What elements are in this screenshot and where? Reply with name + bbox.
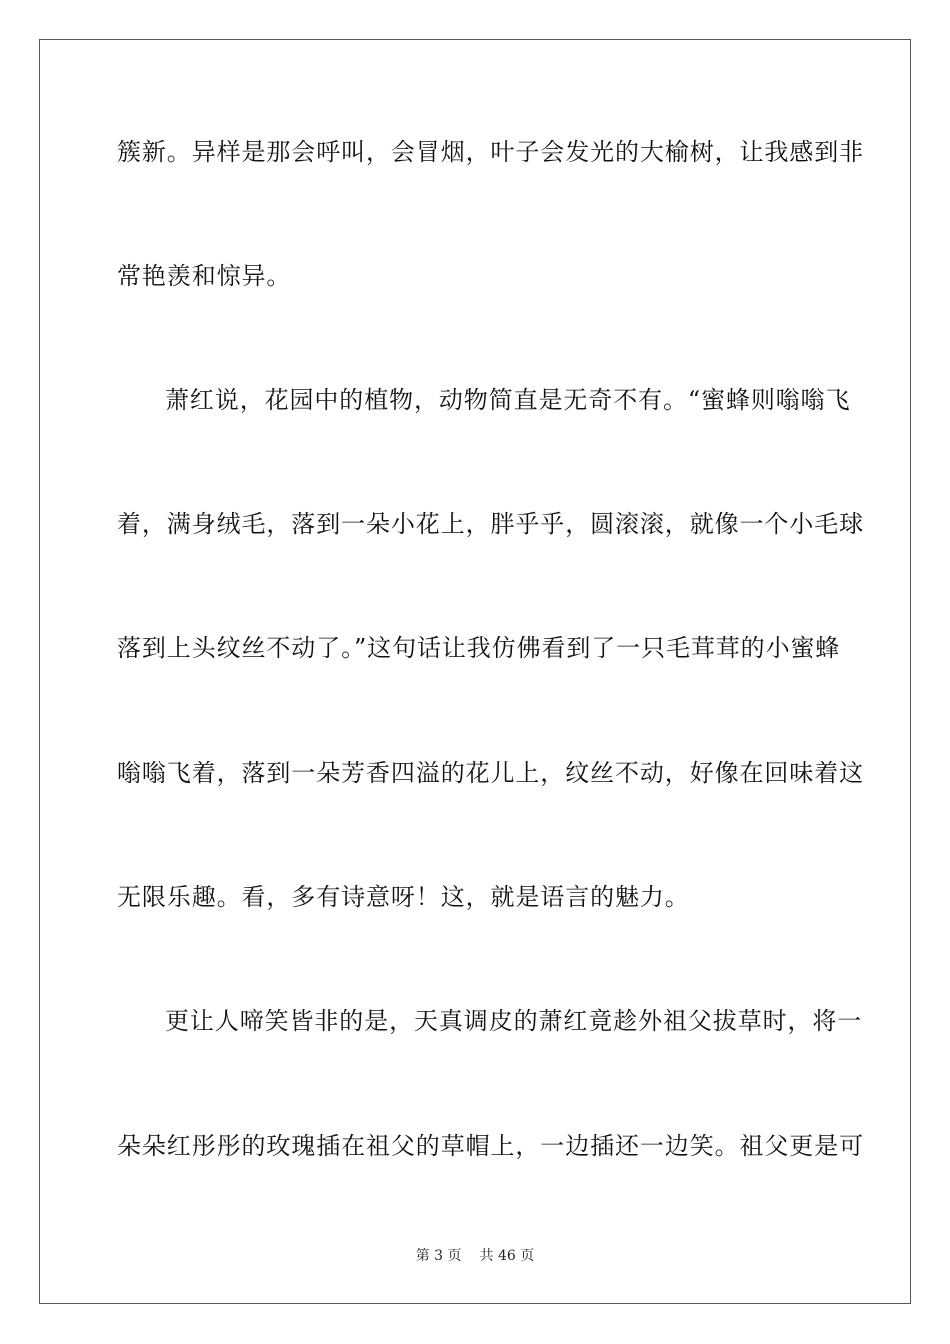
page-footer [0, 1246, 950, 1266]
page-number: 第 3 页 [415, 1248, 462, 1264]
page-total: 共 46 页 [479, 1248, 535, 1264]
body-line-2: 常艳羡和惊异。 [117, 262, 292, 290]
body-line-4: 着，满身绒毛，落到一朵小花上，胖乎乎，圆滚滚，就像一个小毛球 [117, 510, 864, 538]
body-line-3: 萧红说，花园中的植物，动物简直是无奇不有。“蜜蜂则嗡嗡飞 [165, 386, 851, 414]
body-line-5: 落到上头纹丝不动了。”这句话让我仿佛看到了一只毛茸茸的小蜜蜂 [117, 634, 841, 662]
body-line-1: 簇新。异样是那会呼叫，会冒烟，叶子会发光的大榆树，让我感到非 [117, 138, 864, 166]
body-line-7: 无限乐趣。看，多有诗意呀！这，就是语言的魅力。 [117, 883, 690, 911]
body-line-8: 更让人啼笑皆非的是，天真调皮的萧红竟趁外祖父拔草时，将一 [165, 1007, 863, 1035]
page-frame [39, 39, 911, 1304]
body-line-9: 朵朵红彤彤的玫瑰插在祖父的草帽上，一边插还一边笑。祖父更是可 [117, 1132, 864, 1160]
body-line-6: 嗡嗡飞着，落到一朵芳香四溢的花儿上，纹丝不动，好像在回味着这 [117, 759, 864, 787]
